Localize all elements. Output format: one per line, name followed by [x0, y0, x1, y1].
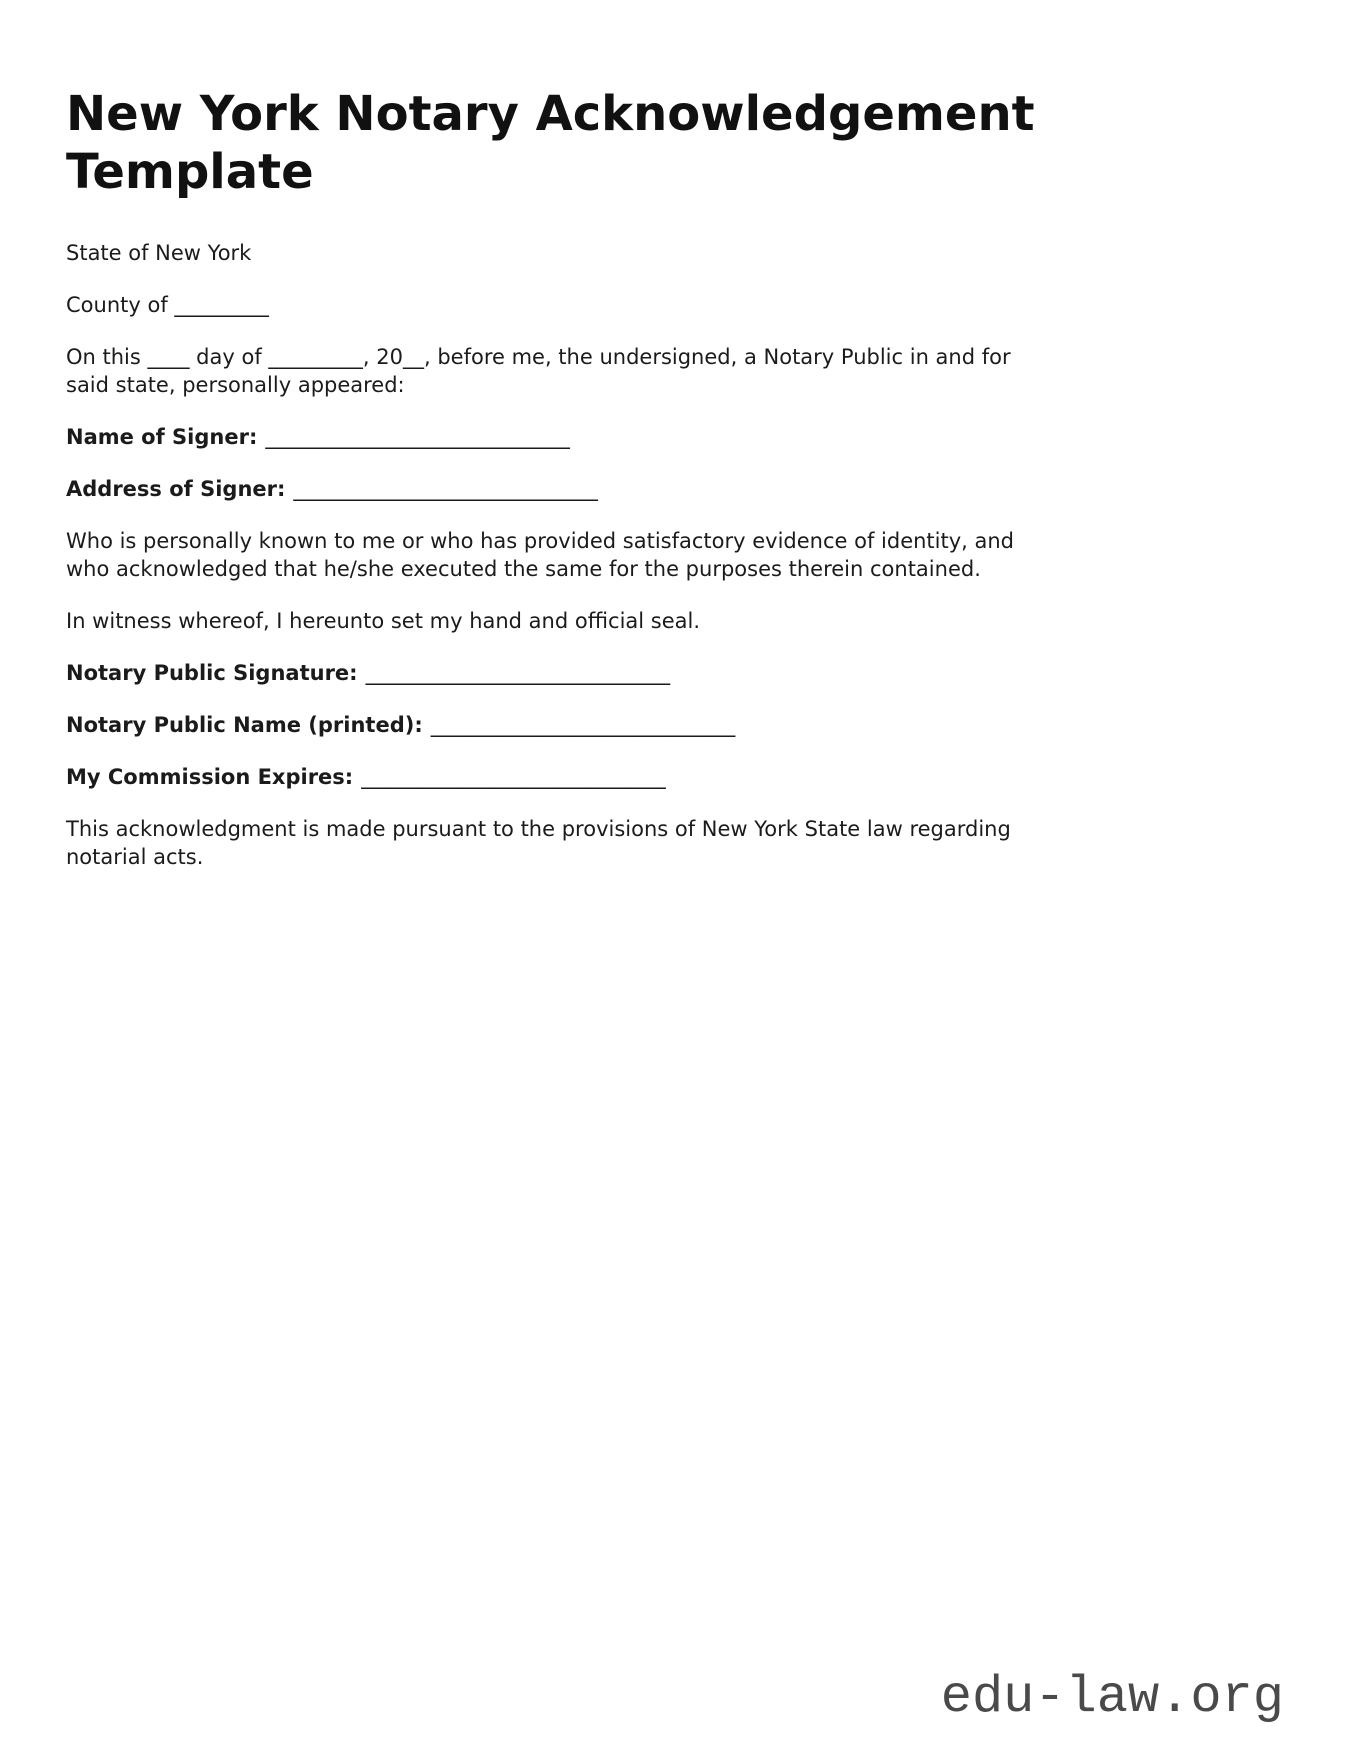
paragraph-witness: In witness whereof, I hereunto set my hand and official seal. [66, 609, 701, 634]
paragraph-known-line-1: Who is personally known to me or who has provided satisfactory evidence of identity, and [66, 529, 1015, 554]
field-notary-public-signature-blank-line: _____________________________ [365, 661, 671, 686]
paragraph-pursuant-line-1: This acknowledgment is made pursuant to the provisions of New York State law regarding [66, 817, 1011, 842]
paragraph-known [66, 527, 1296, 583]
field-notary-public-name-blank-line: _____________________________ [430, 713, 736, 738]
page-title-line-1: New York Notary Acknowledgement [66, 86, 1035, 142]
field-notary-public-signature-label: Notary Public Signature: [66, 661, 358, 686]
field-name-of-signer-label: Name of Signer: [66, 425, 258, 450]
paragraph-state: State of New York [66, 241, 252, 266]
paragraph-known-line-2: who acknowledged that he/she executed the same for the purposes therein contained. [66, 557, 981, 582]
field-address-of-signer-blank-line: _____________________________ [293, 477, 598, 502]
field-address-of-signer-label: Address of Signer: [66, 477, 286, 502]
field-notary-public-signature [66, 659, 1296, 687]
page-title-line-2: Template [66, 143, 314, 200]
edu-law-watermark: edu-law.org [940, 1668, 1284, 1727]
field-notary-public-name-label: Notary Public Name (printed): [66, 713, 423, 738]
page-title [66, 86, 1296, 201]
field-commission-expires [66, 763, 1296, 791]
field-name-of-signer [66, 423, 1296, 451]
field-address-of-signer [66, 475, 1296, 503]
paragraph-intro-line-1: On this ____ day of _________, 20__, before me, the undersigned, a Notary Public in and for [66, 345, 1011, 370]
field-name-of-signer-blank-line: _____________________________ [265, 425, 570, 450]
paragraph-pursuant [66, 815, 1296, 871]
paragraph-pursuant-line-2: notarial acts. [66, 845, 204, 870]
document-page [0, 0, 1362, 871]
paragraph-intro [66, 343, 1296, 399]
field-notary-public-name [66, 711, 1296, 739]
paragraph-county: County of _________ [66, 293, 269, 318]
field-commission-expires-blank-line: _____________________________ [361, 765, 666, 790]
paragraph-intro-line-2: said state, personally appeared: [66, 373, 405, 398]
field-commission-expires-label: My Commission Expires: [66, 765, 354, 790]
